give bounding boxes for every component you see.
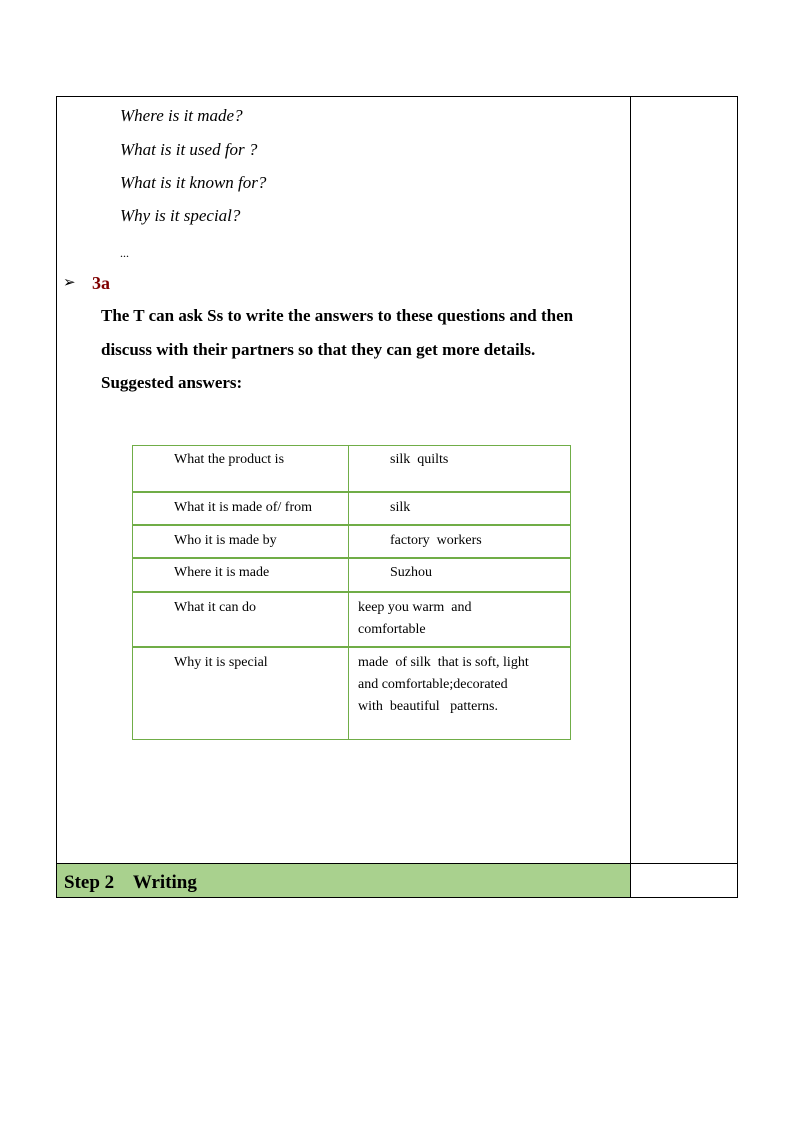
table-cell-label: Where it is made xyxy=(174,565,270,580)
instruction-line-2: discuss with their partners so that they can get more details. xyxy=(101,340,536,359)
column-divider xyxy=(630,96,631,898)
table-row-divider xyxy=(132,646,571,648)
table-cell-value: factory workers xyxy=(390,533,482,548)
table-cell-label: Who it is made by xyxy=(174,533,277,548)
table-row-divider xyxy=(132,557,571,559)
table-cell-value: with beautiful patterns. xyxy=(358,699,498,714)
table-row-divider xyxy=(132,524,571,526)
section-heading: 3a xyxy=(92,273,110,293)
question-1: Where is it made? xyxy=(120,106,243,125)
table-cell-value: and comfortable;decorated xyxy=(358,677,508,692)
question-3: What is it known for? xyxy=(120,173,267,192)
step-label: Step 2 xyxy=(64,872,115,893)
question-2: What is it used for ? xyxy=(120,140,258,159)
table-cell-value: silk quilts xyxy=(390,452,449,467)
step-title xyxy=(64,872,197,894)
table-cell-label: What the product is xyxy=(174,452,285,467)
table-cell-label: Why it is special xyxy=(174,655,268,670)
table-cell-label: What it is made of/ from xyxy=(174,500,313,515)
table-row-divider xyxy=(132,591,571,593)
table-row-divider xyxy=(132,491,571,493)
table-cell-value: made of silk that is soft, light xyxy=(358,655,529,670)
table-cell-value: silk xyxy=(390,500,411,515)
table-cell-label: What it can do xyxy=(174,600,257,615)
table-cell-value: comfortable xyxy=(358,622,426,637)
instruction-line-3: Suggested answers: xyxy=(101,373,243,392)
step-name: Writing xyxy=(132,872,197,893)
ellipsis: ... xyxy=(120,246,129,260)
arrow-bullet-icon: ➢ xyxy=(63,275,76,291)
instruction-line-1: The T can ask Ss to write the answers to these questions and then xyxy=(101,306,574,325)
table-cell-value: keep you warm and xyxy=(358,600,472,615)
table-cell-value: Suzhou xyxy=(390,565,432,580)
question-4: Why is it special? xyxy=(120,206,241,225)
